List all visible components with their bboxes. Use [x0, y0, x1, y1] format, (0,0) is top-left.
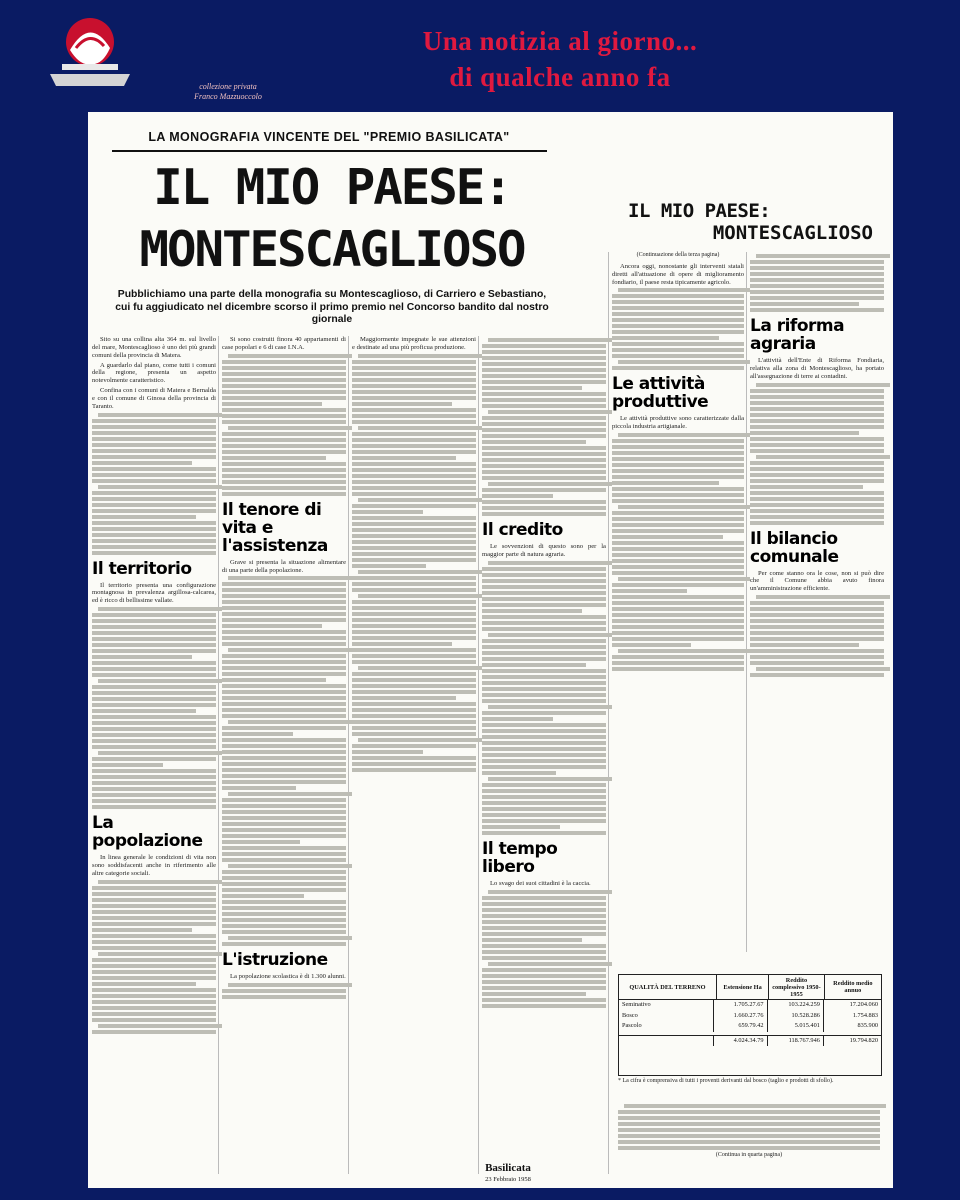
table-cell: 1.705.27.67: [714, 1000, 768, 1011]
text-column-5: [612, 252, 744, 673]
filler-text: [482, 561, 606, 835]
table-row: [619, 1011, 881, 1022]
text-column-1: [92, 336, 216, 1036]
masthead: Basilicata: [485, 1162, 531, 1174]
table-cell: Pascolo: [619, 1021, 714, 1032]
section-heading-riforma: La riforma agraria: [750, 316, 845, 354]
table-cell: 103.224.259: [768, 1000, 824, 1011]
filler-text: [92, 413, 216, 555]
filler-text: [482, 338, 606, 516]
table-cell: 1.660.27.76: [714, 1011, 768, 1022]
table-footnote: * La cifra è comprensiva di tutti i proventi derivanti dal bosco (taglio e prodotti di sfollo).: [618, 1078, 834, 1084]
section-heading-territorio: Il territorio: [92, 558, 192, 579]
table-row: [619, 1021, 881, 1032]
filler-text: [750, 595, 884, 677]
filler-text: [92, 880, 216, 1034]
article-intro: Pubblichiamo una parte della monografia su Montescaglioso, di Carriero e Sebastiano, cui fu aggiudicato nel dicembre scorso il primo premio nel Concorso bandito dal nostro giornale: [115, 289, 549, 325]
table-cell: 19.794.820: [849, 1036, 878, 1044]
table-cell: Seminativo: [619, 1000, 714, 1011]
article-kicker: LA MONOGRAFIA VINCENTE DEL "PREMIO BASILICATA": [148, 130, 510, 144]
body-paragraph: Il territorio presenta una configurazione montagnosa in prevalenza argillosa-calcarea, ed è ricco di bellissime vallate.: [92, 581, 216, 605]
side-title-line2: MONTESCAGLIOSO: [712, 222, 873, 244]
body-paragraph: Confina con i comuni di Matera e Bernalda e con il comune di Ginosa della provincia di Taranto.: [92, 387, 216, 410]
text-column-6: [750, 252, 884, 679]
table-cell: 4.024.34.79: [714, 1036, 768, 1047]
table-cell: 10.528.286: [768, 1011, 824, 1022]
text-column-2: [222, 336, 346, 1001]
table-header-cell: Reddito medio annuo: [833, 980, 873, 994]
section-heading-popolazione: La popolazione: [92, 813, 203, 852]
filler-text: [222, 354, 346, 496]
table-cell: 1.754.883: [852, 1011, 878, 1019]
continuation-note: (Continuazione della terza pagina): [636, 252, 720, 258]
bottom-text: [618, 1102, 880, 1163]
table-header-cell: Reddito complessivo 1950-1955: [769, 975, 824, 999]
logo-caption: [188, 82, 268, 102]
column-divider: [348, 336, 349, 1174]
body-paragraph: Sito su una collina alta 364 m. sul livello del mare, Montescaglioso è uno dei più grandi comuni della provincia di Matera.: [92, 336, 216, 359]
filler-text: [618, 1104, 880, 1150]
body-paragraph: In linea generale le condizioni di vita non sono soddisfacenti anche in riferimento alle altre categorie sociali.: [92, 854, 216, 877]
section-heading-istruzione: L'istruzione: [222, 950, 328, 971]
section-heading-tenore: Il tenore di vita e l'assistenza: [222, 499, 328, 556]
section-heading-tempo-libero: Il tempo libero: [482, 838, 558, 877]
kicker-rule: [112, 150, 547, 152]
body-paragraph: Si sono costruiti finora 40 appartamenti di case popolari e 6 di case I.N.A.: [222, 336, 346, 351]
body-paragraph: La popolazione scolastica è di 1.300 alunni.: [230, 973, 346, 981]
body-paragraph: Grave si presenta la situazione alimentare di una parte della popolazione.: [222, 558, 346, 574]
table-header-cell: Estensione Ha: [717, 975, 769, 999]
filler-text: [352, 594, 476, 772]
body-paragraph: Le attività produttive sono caratterizzate dalla piccola industria artigianale.: [612, 415, 744, 431]
filler-text: [750, 254, 884, 312]
body-paragraph: L'attività dell'Ente di Riforma Fondiaria, relativa alla zona di Montescaglioso, ha portato all'assegnazione di terre ai contadini.: [750, 357, 884, 380]
table-cell: 118.767.946: [768, 1036, 824, 1047]
table-cell: 659.79.42: [714, 1021, 768, 1032]
section-heading-bilancio: Il bilancio comunale: [750, 528, 839, 567]
filler-text: [352, 354, 476, 592]
filler-text: [222, 576, 346, 946]
text-column-3: [352, 336, 476, 774]
issue-date: 23 Febbraio 1958: [485, 1176, 531, 1183]
table-cell: 835.900: [857, 1022, 878, 1029]
banner-subheadline: di qualche anno fa: [449, 62, 671, 92]
table-row: [619, 1000, 881, 1011]
filler-text: [612, 288, 744, 370]
column-divider: [608, 252, 609, 1174]
table-cell: [619, 1036, 714, 1047]
logo-caption-line2: Franco Mazzuoccolo: [194, 92, 262, 101]
continuation-footer: (Continua in quarta pagina): [715, 1151, 783, 1158]
banner-headline: Una notizia al giorno...: [422, 26, 698, 56]
filler-text: [750, 383, 884, 525]
article-title-line1: IL MIO PAESE:: [153, 159, 511, 216]
column-divider: [478, 336, 479, 1174]
section-heading-credito: Il credito: [482, 520, 563, 540]
body-paragraph: Per come stanno ora le cose, non si può dire che il Comune abbia avuto finora un'amministrazione efficiente.: [750, 569, 884, 593]
filler-text: [482, 890, 606, 1008]
table-header: [619, 975, 881, 1000]
side-title-line1: IL MIO PAESE:: [628, 200, 771, 222]
header-banner: [0, 0, 960, 110]
section-heading-attivita: Le attività produttive: [612, 374, 709, 413]
filler-text: [222, 983, 346, 999]
body-paragraph: A guardarlo dal piano, come tutti i comuni della regione, presenta un aspetto notevolmente caratteristico.: [92, 361, 216, 385]
article-title-line2: MONTESCAGLIOSO: [139, 221, 525, 278]
text-column-4: [482, 336, 606, 1009]
table-cell: 17.204.060: [849, 1001, 878, 1008]
body-paragraph: Lo svago dei suoi cittadini è la caccia.: [490, 879, 591, 887]
body-paragraph: Ancora oggi, nonostante gli interventi statali diretti all'attuazione di opere di miglioramento fondiario, il paese resta tipicamente agricolo.: [612, 262, 744, 286]
newspaper-page: [88, 112, 893, 1188]
body-paragraph: Maggiormente impegnate le sue attenzioni e destinate ad una più proficua produzione.: [352, 336, 476, 351]
logo-caption-line1: collezione privata: [199, 82, 257, 91]
filler-text: [612, 433, 744, 671]
table-header-cell: QUALITÀ DEL TERRENO: [619, 975, 717, 999]
collection-logo: [40, 8, 150, 90]
body-paragraph: Le sovvenzioni di questo sono per la maggior parte di natura agraria.: [482, 543, 606, 558]
table-cell: Bosco: [619, 1011, 714, 1022]
filler-text: [92, 607, 216, 809]
table-cell: 5.015.401: [768, 1021, 824, 1032]
land-quality-table: [618, 974, 882, 1076]
column-divider: [746, 252, 747, 952]
table-total-row: [619, 1035, 881, 1047]
